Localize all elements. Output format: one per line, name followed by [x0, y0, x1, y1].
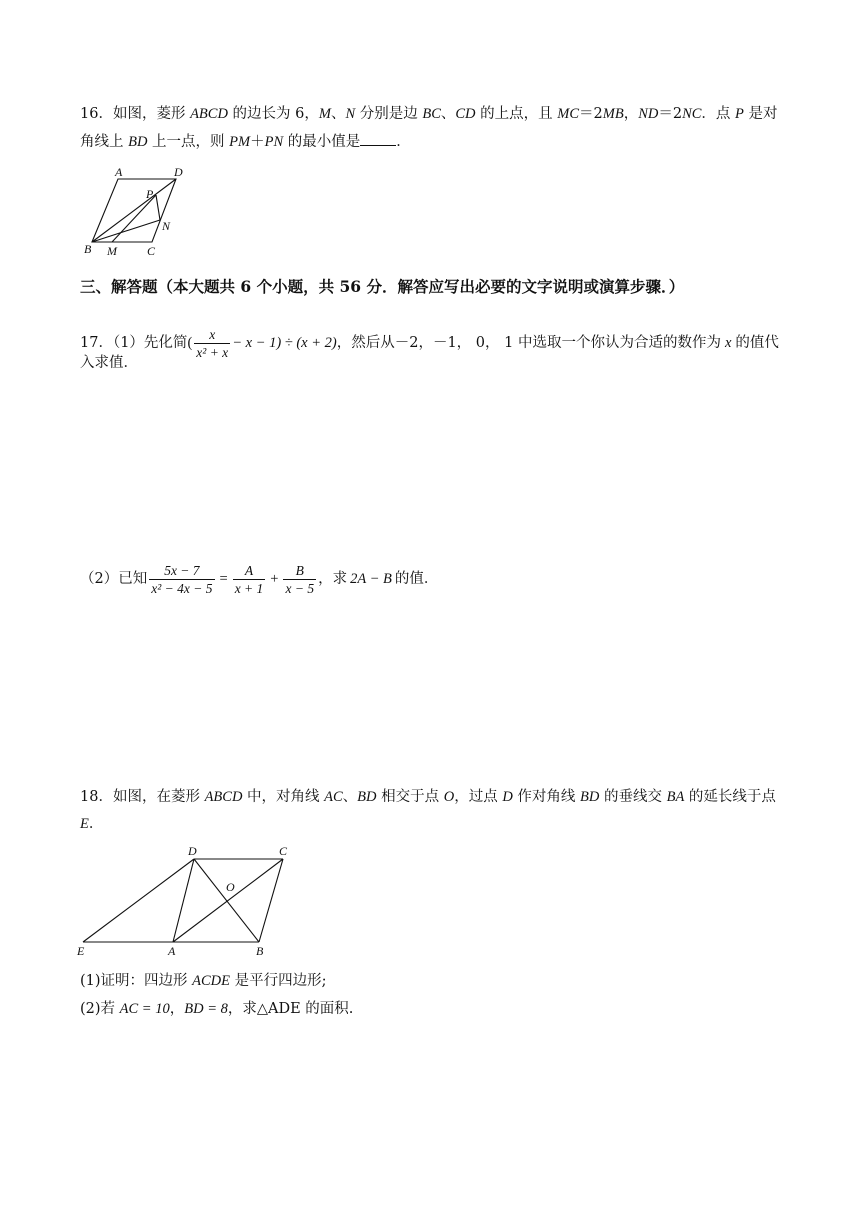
label-p: P [146, 187, 154, 201]
q18-text: 18．如图，在菱形 [80, 789, 205, 805]
fraction-denominator: x − 5 [285, 580, 315, 596]
q18-text: 作对角线 [512, 789, 581, 805]
fraction-2 [149, 563, 214, 596]
label-d: D [174, 165, 183, 179]
q16-text: ．点 [701, 106, 736, 122]
q18-o: O [443, 789, 455, 805]
q17-part-2 [80, 560, 438, 598]
q16-p: P [735, 106, 744, 122]
q18-text: (2)若 [80, 1001, 120, 1017]
q16-text: 16．如图，菱形 [80, 106, 191, 122]
q17-expression: 2A − B [350, 571, 392, 587]
q16-figure [80, 165, 200, 260]
answer-blank[interactable] [360, 131, 396, 146]
segment-ed [83, 859, 194, 942]
q16-bd: BD [128, 134, 148, 150]
q16-m: M [318, 106, 331, 122]
q18-text: 相交于点 [376, 789, 444, 805]
label-d: D [188, 844, 197, 858]
fraction-numerator: B [295, 562, 304, 578]
label-o: O [226, 880, 235, 894]
q16-text: 、 [440, 106, 456, 122]
q18-acde: ACDE [192, 973, 231, 989]
q16-nc: NC [682, 106, 702, 122]
q16-text: ＋ [250, 134, 265, 150]
q16-text: 分别是边 [355, 106, 423, 122]
q16-text: 的上点，且 [475, 106, 558, 122]
label-a: A [168, 944, 176, 958]
fraction-4 [283, 563, 316, 596]
q18-part-2 [80, 998, 353, 1020]
q18-line-1 [80, 786, 776, 808]
diagonal-ac [173, 859, 283, 942]
label-m: M [107, 244, 117, 258]
q16-text: ． [396, 134, 411, 150]
q18-text: ，求△ADE 的面积. [227, 1001, 354, 1017]
equals-sign: = [219, 571, 228, 587]
q16-pm: PM [229, 134, 251, 150]
segment-pn [156, 195, 160, 220]
q16-text: 的边长为 6， [227, 106, 319, 122]
q18-part-1 [80, 970, 327, 992]
q16-nd: ND [638, 106, 659, 122]
segment-cb [259, 859, 283, 942]
fraction-denominator: x + 1 [234, 580, 264, 596]
q16-text: ， [623, 106, 639, 122]
q18-bd-value: BD = 8 [184, 1001, 228, 1017]
label-c: C [279, 844, 288, 858]
fraction-numerator: x [209, 326, 216, 342]
label-n: N [162, 219, 171, 233]
q18-text: 的垂线交 [599, 789, 667, 805]
q16-text: ＝2 [658, 106, 683, 122]
q16-text: 、 [330, 106, 346, 122]
section-heading: 三、解答题（本大题共 6 个小题，共 56 分．解答应写出必要的文字说明或演算步骤．） [80, 277, 685, 296]
q16-line-1 [80, 103, 778, 125]
q18-line-2 [80, 813, 103, 835]
q16-text: 角线上 [80, 134, 129, 150]
q18-ac: AC [324, 789, 343, 805]
q17-text: 的值． [394, 571, 439, 587]
q16-mc: MC [557, 106, 580, 122]
q18-text: 中，对角线 [242, 789, 325, 805]
q16-n: N [345, 106, 356, 122]
segment-da [173, 859, 194, 942]
segment-bn [92, 220, 160, 242]
label-b: B [84, 242, 92, 256]
fraction-numerator: A [244, 562, 254, 578]
q18-bd: BD [580, 789, 600, 805]
q16-cd: CD [455, 106, 476, 122]
q17-text: ，然后从－2，－1， 0， 1 中选取一个你认为合适的数作为 [336, 335, 721, 351]
q16-pn: PN [264, 134, 284, 150]
segment-mp [112, 195, 156, 242]
plus-sign: + [270, 571, 279, 587]
q18-figure [75, 843, 305, 958]
label-e: E [77, 944, 85, 958]
q18-d: D [502, 789, 513, 805]
q18-text: 是平行四边形; [230, 973, 327, 989]
q18-text: 、 [342, 789, 358, 805]
q18-bd: BD [357, 789, 377, 805]
q17-part-1 [80, 325, 779, 361]
q16-line-2 [80, 131, 411, 153]
q17-text: ，求 [318, 571, 348, 587]
q16-text: 是对 [743, 106, 778, 122]
q17-var-x: x [724, 335, 732, 351]
fraction-denominator: x² + x [196, 344, 229, 360]
q18-e: E [80, 816, 89, 832]
fraction-1 [194, 327, 230, 360]
label-c: C [147, 244, 156, 258]
q17-text: （2）已知 [80, 571, 148, 587]
q18-text: ，过点 [454, 789, 503, 805]
q18-ac-value: AC = 10 [119, 1001, 170, 1017]
q17-text: 17．（1）先化简 [80, 335, 188, 351]
q17-part-1-line-2: 入求值． [80, 355, 138, 371]
q16-abcd: ABCD [190, 106, 228, 122]
fraction-denominator: x² − 4x − 5 [151, 580, 213, 596]
q16-text: ＝2 [579, 106, 603, 122]
q16-text: 上一点，则 [147, 134, 230, 150]
fraction-3 [233, 563, 266, 596]
q18-text: 的延长线于点 [684, 789, 776, 805]
fraction-numerator: 5x − 7 [164, 562, 200, 578]
q17-expression: − x − 1) ÷ (x + 2) [232, 335, 337, 351]
label-b: B [256, 944, 264, 958]
q18-text: ． [88, 816, 104, 832]
paren-open: ( [187, 335, 193, 351]
q16-text: 的最小值是 [283, 134, 361, 150]
q18-text: ， [169, 1001, 185, 1017]
q16-bc: BC [422, 106, 441, 122]
q16-mb: MB [602, 106, 624, 122]
q18-abcd: ABCD [204, 789, 243, 805]
label-a: A [115, 165, 123, 179]
q18-text: (1)证明：四边形 [80, 973, 193, 989]
diagonal-bd [194, 859, 259, 942]
q18-ba: BA [666, 789, 685, 805]
q17-text: 的值代 [735, 335, 779, 351]
